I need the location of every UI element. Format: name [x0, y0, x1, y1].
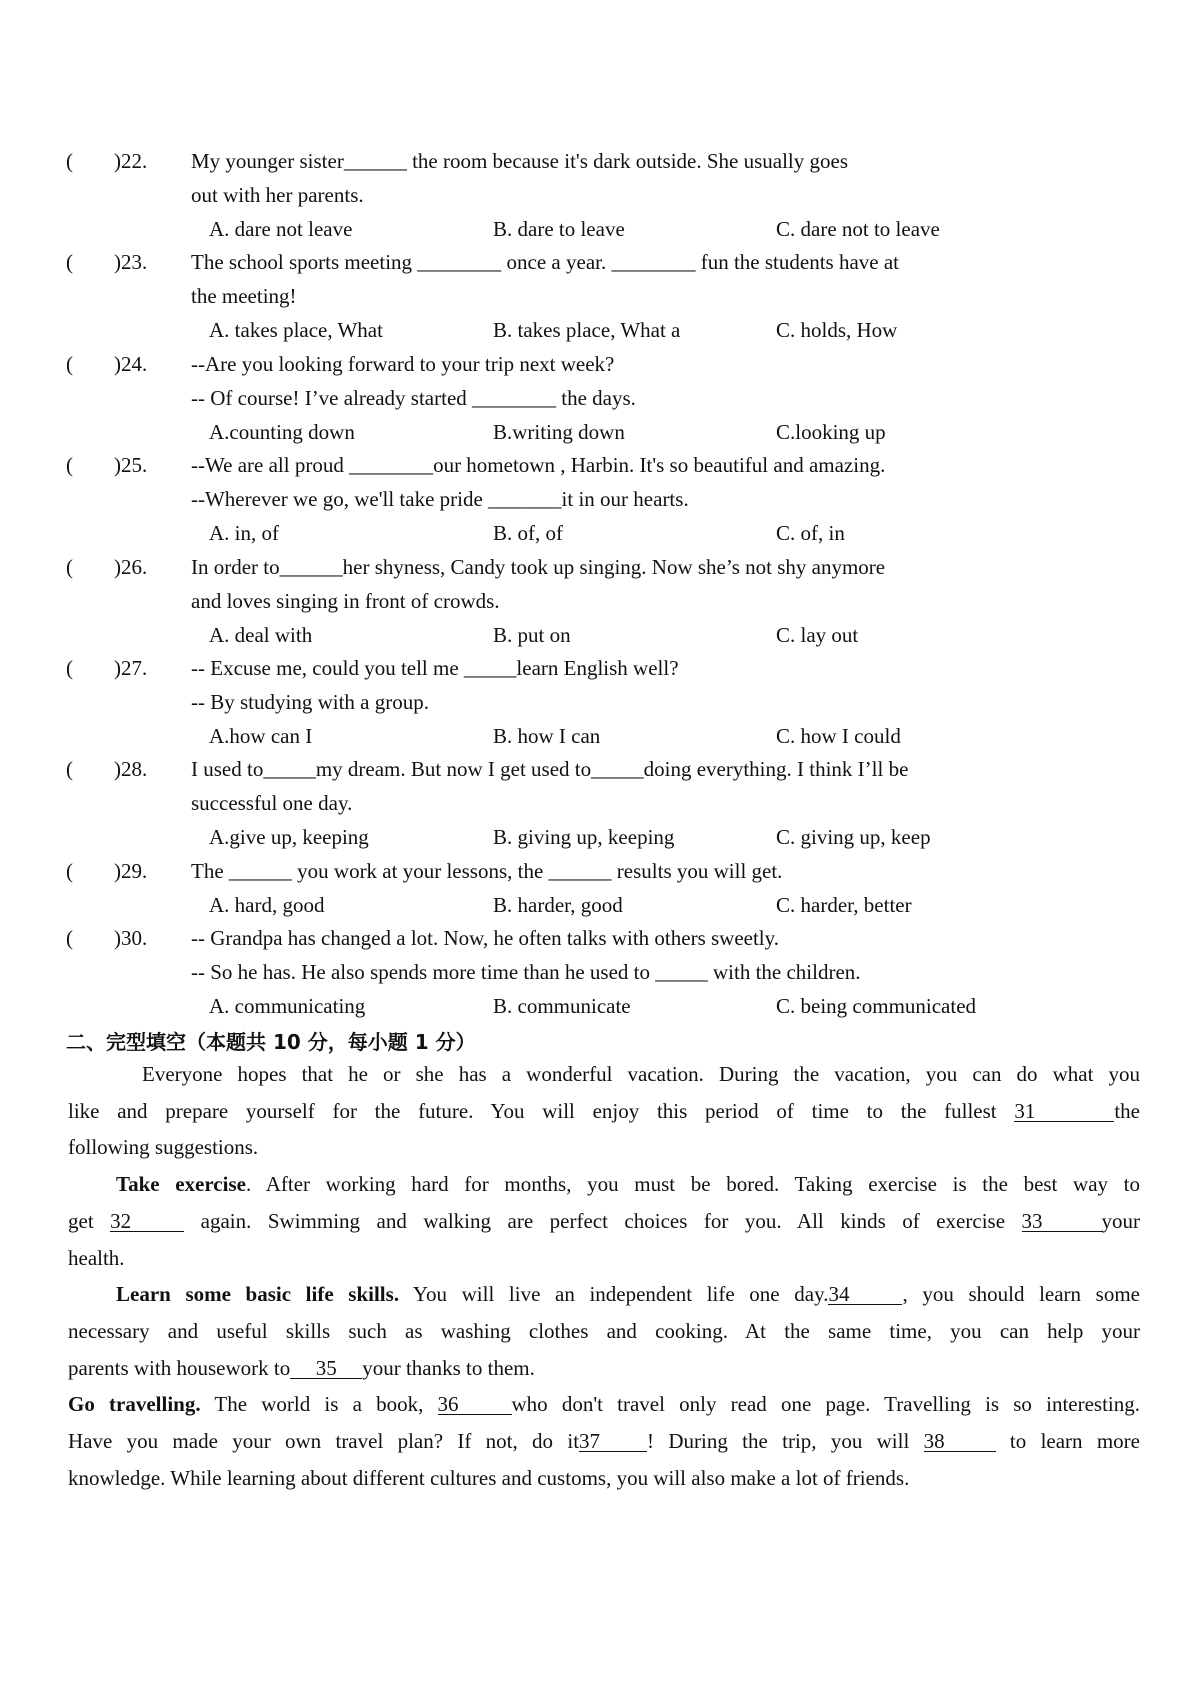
- question-number: )29.: [114, 859, 148, 883]
- passage-text: like and prepare yourself for the future. You will enjoy this period of time to the fullest: [68, 1098, 997, 1123]
- answer-paren: (: [66, 250, 73, 274]
- passage-line: [68, 1240, 1140, 1277]
- option-c: C. giving up, keep: [776, 825, 931, 849]
- question-text: -- Of course! I’ve already started ________ the days.: [191, 386, 636, 410]
- option-b: B. put on: [493, 623, 571, 647]
- question-text: out with her parents.: [191, 183, 364, 207]
- passage-text: your thanks to them.: [362, 1355, 535, 1380]
- option-b: B. giving up, keeping: [493, 825, 675, 849]
- blank-35: 35: [290, 1358, 362, 1379]
- question-text: -- Grandpa has changed a lot. Now, he often talks with others sweetly.: [191, 926, 780, 950]
- passage-line: [68, 1166, 1140, 1203]
- passage-text: get: [68, 1208, 94, 1233]
- option-a: A. deal with: [209, 623, 313, 647]
- option-c: C. holds, How: [776, 318, 898, 342]
- passage-line: [68, 1203, 1140, 1240]
- option-a: A. dare not leave: [209, 217, 353, 241]
- answer-paren: (: [66, 926, 73, 950]
- question-number: )22.: [114, 149, 148, 173]
- blank-34: 34: [828, 1284, 902, 1305]
- option-b: B. communicate: [493, 994, 631, 1018]
- blank-31: 31: [1014, 1101, 1114, 1122]
- option-a: A. takes place, What: [209, 318, 383, 342]
- passage-text: You will live an independent life one day.: [399, 1282, 829, 1307]
- section-heading: 二、完型填空（本题共 10 分，每小题 1 分）: [66, 1030, 476, 1054]
- option-c: C.looking up: [776, 420, 886, 444]
- passage-line: [68, 1276, 1140, 1313]
- question-text: and loves singing in front of crowds.: [191, 589, 500, 613]
- passage-text: again. Swimming and walking are perfect choices for you. All kinds of exercise: [200, 1208, 1006, 1233]
- question-number: )24.: [114, 352, 148, 376]
- answer-paren: (: [66, 149, 73, 173]
- passage-text: , you should learn some: [902, 1282, 1140, 1307]
- option-b: B. takes place, What a: [493, 318, 681, 342]
- option-b: B. harder, good: [493, 893, 623, 917]
- passage-line: [68, 1056, 1140, 1093]
- passage-line: [68, 1129, 1140, 1166]
- blank-36: 36: [438, 1394, 512, 1415]
- option-c: C. harder, better: [776, 893, 912, 917]
- passage-text: The world is a book,: [200, 1392, 438, 1417]
- blank-33: 33: [1022, 1211, 1102, 1232]
- option-a: A. hard, good: [209, 893, 325, 917]
- option-a: A.counting down: [209, 420, 355, 444]
- option-c: C. lay out: [776, 623, 859, 647]
- passage-line: [68, 1313, 1140, 1350]
- answer-paren: (: [66, 352, 73, 376]
- paragraph-title: Go travelling.: [68, 1392, 201, 1417]
- option-c: C. being communicated: [776, 994, 977, 1018]
- passage-text: following suggestions.: [68, 1135, 259, 1160]
- passage-line: [68, 1093, 1140, 1130]
- question-text: -- So he has. He also spends more time than he used to _____ with the children.: [191, 960, 861, 984]
- question-text: I used to_____my dream. But now I get used to_____doing everything. I think I’ll be: [191, 757, 909, 781]
- option-b: B. of, of: [493, 521, 563, 545]
- blank-38: 38: [924, 1431, 996, 1452]
- cloze-passage: [68, 1056, 1140, 1496]
- paragraph-title: Take exercise: [116, 1172, 246, 1197]
- passage-text: the: [1114, 1098, 1140, 1123]
- question-text: The school sports meeting ________ once a year. ________ fun the students have at: [191, 250, 900, 274]
- answer-paren: (: [66, 757, 73, 781]
- question-text: In order to______her shyness, Candy took up singing. Now she’s not shy anymore: [191, 555, 886, 579]
- question-text: --Wherever we go, we'll take pride _______it in our hearts.: [191, 487, 689, 511]
- option-c: C. of, in: [776, 521, 845, 545]
- question-text: --We are all proud ________our hometown , Harbin. It's so beautiful and amazing.: [191, 453, 886, 477]
- passage-text: Everyone hopes that he or she has a wonderful vacation. During the vacation, you can do what you: [142, 1062, 1140, 1086]
- passage-text: . After working hard for months, you must be bored. Taking exercise is the best way to: [245, 1172, 1141, 1197]
- paragraph-title: Learn some basic life skills.: [116, 1282, 400, 1307]
- answer-paren: (: [66, 555, 73, 579]
- blank-37: 37: [579, 1431, 647, 1452]
- option-a: A. in, of: [209, 521, 279, 545]
- question-text: The ______ you work at your lessons, the ______ results you will get.: [191, 859, 783, 883]
- question-text: the meeting!: [191, 284, 297, 308]
- question-number: )30.: [114, 926, 148, 950]
- question-text: --Are you looking forward to your trip next week?: [191, 352, 615, 376]
- question-text: -- Excuse me, could you tell me _____learn English well?: [191, 656, 679, 680]
- passage-text: parents with housework to: [68, 1355, 291, 1380]
- passage-text: knowledge. While learning about different cultures and customs, you will also make a lot of friends.: [68, 1465, 910, 1490]
- option-b: B.writing down: [493, 420, 625, 444]
- passage-text: necessary and useful skills such as washing clothes and cooking. At the same time, you can help your: [68, 1318, 1140, 1343]
- blank-32: 32: [110, 1211, 184, 1232]
- question-text: successful one day.: [191, 791, 353, 815]
- passage-text: health.: [68, 1245, 125, 1270]
- passage-text: Have you made your own travel plan? If not, do it: [68, 1429, 580, 1454]
- question-number: )26.: [114, 555, 148, 579]
- answer-paren: (: [66, 859, 73, 883]
- passage-line: [68, 1350, 1140, 1387]
- question-number: )28.: [114, 757, 148, 781]
- question-text: -- By studying with a group.: [191, 690, 429, 714]
- option-a: A. communicating: [209, 994, 366, 1018]
- answer-paren: (: [66, 656, 73, 680]
- passage-line: [68, 1460, 1140, 1497]
- question-text: My younger sister______ the room because it's dark outside. She usually goes: [191, 149, 849, 173]
- passage-text: who don't travel only read one page. Travelling is so interesting.: [511, 1392, 1140, 1417]
- passage-text: to learn more: [995, 1429, 1140, 1454]
- question-number: )25.: [114, 453, 148, 477]
- option-b: B. how I can: [493, 724, 601, 748]
- question-number: )27.: [114, 656, 148, 680]
- option-b: B. dare to leave: [493, 217, 625, 241]
- option-c: C. how I could: [776, 724, 901, 748]
- passage-text: ! During the trip, you will: [647, 1429, 924, 1454]
- question-number: )23.: [114, 250, 148, 274]
- passage-line: [68, 1423, 1140, 1460]
- option-a: A.how can I: [209, 724, 313, 748]
- passage-line: [68, 1386, 1140, 1423]
- option-a: A.give up, keeping: [209, 825, 369, 849]
- option-c: C. dare not to leave: [776, 217, 940, 241]
- passage-text: your: [1101, 1208, 1141, 1233]
- answer-paren: (: [66, 453, 73, 477]
